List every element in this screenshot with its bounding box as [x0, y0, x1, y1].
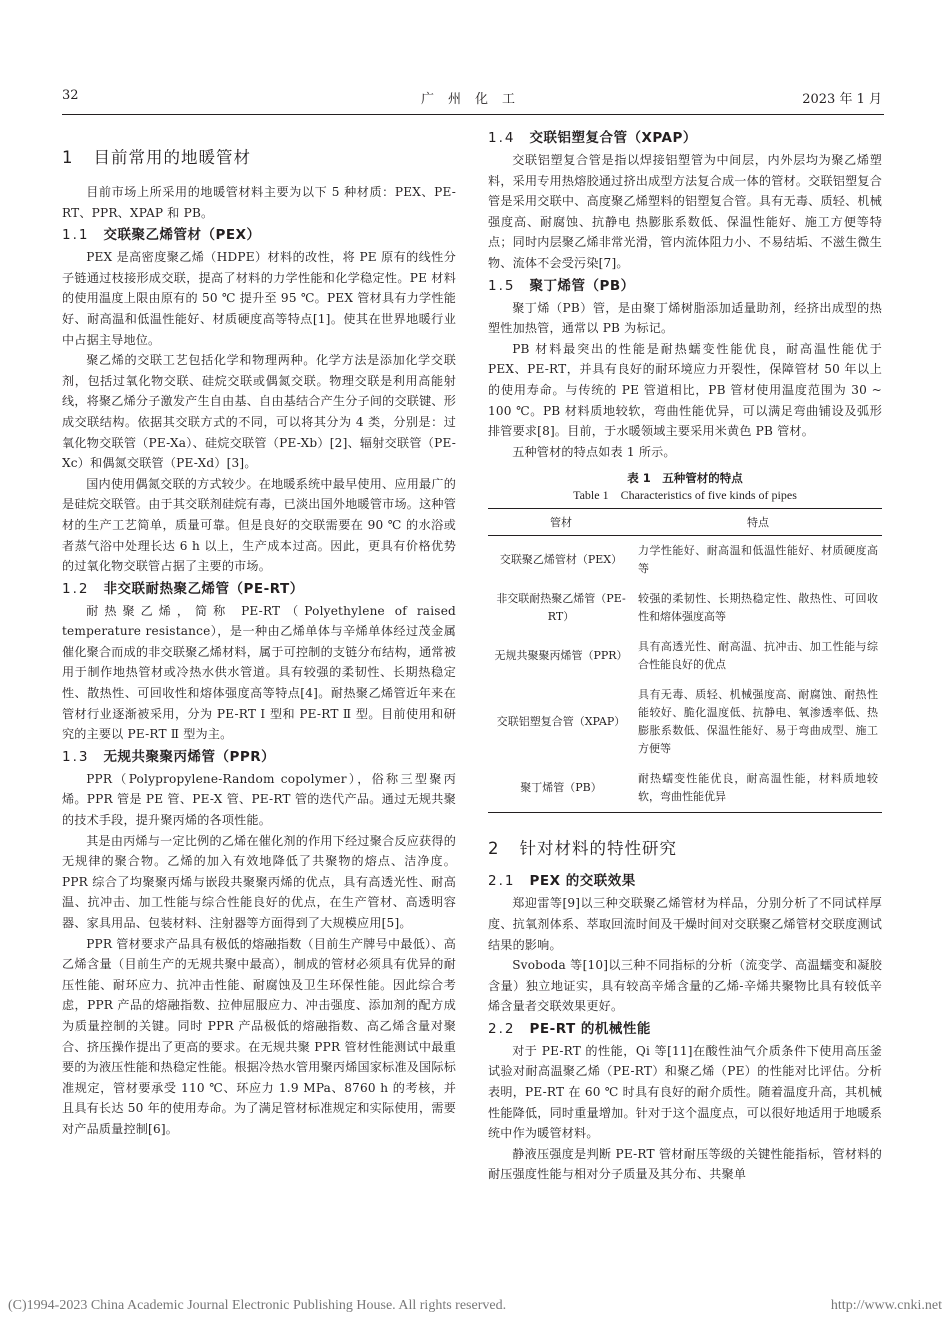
table-cell-material: 无规共聚聚丙烯管（PPR）: [494, 649, 628, 663]
subsection-1-5-heading: [488, 274, 882, 298]
table-cell-features: 力学性能好、耐高温和低温性能好、材质硬度高等: [638, 544, 878, 576]
section-title: 目前常用的地暖管材: [93, 148, 251, 167]
paragraph: 聚乙烯的交联工艺包括化学和物理两种。化学方法是添加化学交联剂，包括过氧化物交联、硅烷交联或偶氮交联。物理交联是利用高能射线，将聚乙烯分子激发产生自由基、自由基结合产生分子间的交联键、形成交联结构。依据其交联方式的不同，可以将其分为 4 类，分别是：过氧化物交联管（PE-Xa）、硅烷交联管（PE-Xb）[2]、辐射交联管（PE-Xc）和偶氮交联管（PE-Xd）[3]。: [62, 353, 456, 471]
journal-name: 广州化工: [420, 92, 529, 107]
paragraph: 耐热聚乙烯，简称 PE-RT（Polyethylene of raised temperature resistance），是一种由乙烯单体与辛烯单体经过茂金属催化聚合而成的非交联聚乙烯材料，属于可控制的支链分布结构，通常被用于制作地热管材或冷热水供水管道。具有较强的柔韧性、长期热稳定性、散热性、可回收性和熔体强度高等特点[4]。耐热聚乙烯管近年来在管材行业逐渐被采用，分为 PE-RT Ⅰ 型和 PE-RT Ⅱ 型。目前使用和研究的主要以 PE-RT Ⅱ 型为主。: [62, 603, 456, 742]
subsection-number: 2.2: [488, 1020, 516, 1037]
subsection-number: 1.1: [62, 227, 90, 244]
table-cell-features: 耐热蠕变性能优良，耐高温性能，材料质地较软，弯曲性能优异: [634, 764, 882, 813]
table-row: [488, 632, 882, 680]
section-2-heading: [488, 835, 882, 859]
issue-date: 2023 年 1 月: [802, 92, 882, 107]
subsection-title: 交联铝塑复合管（XPAP）: [529, 130, 697, 146]
copyright-text: (C)1994-2023 China Academic Journal Electronic Publishing House. All rights reserved.: [8, 1298, 507, 1313]
paragraph: 聚丁烯（PB）管，是由聚丁烯树脂添加适量助剂，经挤出成型的热塑性加热管，通常以 PB 为标记。: [488, 300, 882, 336]
paragraph: PEX 是高密度聚乙烯（HDPE）材料的改性，将 PE 原有的线性分子链通过枝接形成交联，提高了材料的力学性能和化学稳定性。PE 材料的使用温度上限由原有的 50 ℃ 提升至 95 ℃。PEX 管材具有力学性能好、耐高温和低温性能好、材质硬度高等特点[1]。使其在世界地暖行业中占据主导地位。: [62, 250, 456, 347]
table-cell-material: 交联铝塑复合管（XPAP）: [496, 715, 626, 729]
section-title: 针对材料的特性研究: [519, 839, 677, 859]
page-number: 32: [62, 88, 79, 103]
subsection-title: 非交联耐热聚乙烯管（PE-RT）: [103, 580, 304, 597]
table-cell-features: 较强的柔韧性、长期热稳定性、散热性、可回收性和熔体强度高等: [638, 592, 878, 624]
copyright-footer: [0, 1298, 950, 1316]
page-header: [0, 88, 950, 112]
subsection-title: PEX 的交联效果: [529, 873, 636, 890]
subsection-1-3-heading: [62, 745, 456, 769]
table-row: [488, 584, 882, 632]
table-cell-material: 聚丁烯管（PB）: [488, 764, 634, 813]
subsection-title: 交联聚乙烯管材（PEX）: [103, 227, 261, 244]
subsection-1-4-heading: [488, 126, 882, 150]
table-row: [488, 680, 882, 764]
table-cell-material: 非交联耐热聚乙烯管（PE-RT）: [496, 592, 626, 624]
table-header: 管材: [488, 509, 634, 536]
cnki-url: http://www.cnki.net: [830, 1298, 942, 1313]
paragraph: 郑迎雷等[9]以三种交联聚乙烯管材为样品，分别分析了不同试样厚度、抗氧剂体系、萃取回流时间及干燥时间对交联聚乙烯管材交联度测试结果的影响。: [488, 896, 882, 952]
header-rule: [62, 114, 884, 115]
subsection-number: 1.4: [488, 130, 516, 146]
subsection-number: 2.1: [488, 873, 516, 890]
table-header: 特点: [634, 509, 882, 536]
table-cell-features: 具有高透光性、耐高温、抗冲击、加工性能与综合性能良好的优点: [638, 640, 878, 672]
table-row: [488, 764, 882, 813]
subsection-2-1-heading: [488, 869, 882, 893]
right-column: [488, 126, 882, 1185]
paragraph: 五种管材的特点如表 1 所示。: [512, 444, 676, 459]
paragraph: 静液压强度是判断 PE-RT 管材耐压等级的关键性能指标，管材料的耐压强度性能与相对分子质量及其分布、共聚单: [488, 1146, 882, 1182]
table-caption-en: Table 1 Characteristics of five kinds of pipes: [573, 488, 797, 503]
paragraph: 其是由丙烯与一定比例的乙烯在催化剂的作用下经过聚合反应获得的无规律的聚合物。乙烯的加入有效地降低了共聚物的熔点、洁净度。PPR 综合了均聚聚丙烯与嵌段共聚聚丙烯的优点，具有高透光性、耐高温、抗冲击、加工性能与综合性能良好的优点，在生产管材、高透明容器、家具用品、包装材料、注射器等方面得到了大规模应用[5]。: [62, 833, 456, 930]
section-1-heading: [62, 144, 456, 168]
section-number: 2: [488, 839, 500, 859]
table-row: [488, 536, 882, 585]
paragraph: 国内使用偶氮交联的方式较少。在地暖系统中最早使用、应用最广的是硅烷交联管。由于其交联剂硅烷有毒，已淡出国外地暖管市场。这种管材的生产工艺简单，质量可靠。但是良好的交联需要在 90 ℃ 的水浴或者蒸气浴中处理长达 6 h 以上，生产成本过高。因此，更具有价格优势的过氧化物交联管占据了主要的市场。: [62, 476, 456, 574]
subsection-number: 1.2: [62, 580, 90, 597]
subsection-1-2-heading: [62, 577, 456, 601]
pipe-characteristics-table: [488, 508, 882, 813]
subsection-title: 无规共聚聚丙烯管（PPR）: [103, 748, 276, 765]
subsection-title: 聚丁烯管（PB）: [529, 277, 635, 294]
paragraph: 对于 PE-RT 的性能，Qi 等[11]在酸性油气介质条件下使用高压釜试验对耐高温聚乙烯（PE-RT）和聚乙烯（PE）的性能对比评估。分析表明，PE-RT 在 60 ℃ 时具有良好的耐介质性。随着温度升高，其机械性能降低，同时重量增加。针对于这个温度点，可以很好地适用于地暖系统中作为暖管材料。: [488, 1043, 882, 1141]
subsection-number: 1.3: [62, 748, 90, 765]
paragraph: PPR（Polypropylene-Random copolymer），俗称三型聚丙烯。PPR 管是 PE 管、PE-X 管、PE-RT 管的迭代产品。通过无规共聚的技术手段，提升聚丙烯的各项性能。: [62, 771, 456, 828]
section-number: 1: [62, 148, 74, 167]
paragraph: 目前市场上所采用的地暖管材料主要为以下 5 种材质：PEX、PE-RT、PPR、XPAP 和 PB。: [62, 185, 456, 220]
subsection-2-2-heading: [488, 1017, 882, 1041]
subsection-title: PE-RT 的机械性能: [529, 1020, 651, 1037]
subsection-1-1-heading: [62, 223, 456, 247]
subsection-number: 1.5: [488, 277, 516, 294]
paragraph: PB 材料最突出的性能是耐热蠕变性能优良，耐高温性能优于 PEX、PE-RT，并具有良好的耐环境应力开裂性，保障管材 50 年以上的使用寿命。与传统的 PE 管道相比，PB 管材使用温度范围为 30 ~ 100 ℃。PB 材料质地较软，弯曲性能优异，可以满足弯曲铺设及弧形排管要求[8]。目前，于水暖领域主要采用米黄色 PB 管材。: [488, 341, 882, 439]
left-column: [62, 126, 456, 1140]
table-caption-zh: 表 1 五种管材的特点: [627, 471, 743, 486]
table-caption: [488, 470, 882, 504]
table-cell-material: 交联聚乙烯管材（PEX）: [499, 553, 623, 567]
table-cell-features: 具有无毒、质轻、机械强度高、耐腐蚀、耐热性能较好、脆化温度低、抗静电、氧渗透率低、热膨胀系数低、保温性能好、易于弯曲成型、施工方便等: [638, 688, 878, 756]
paragraph: 交联铝塑复合管是指以焊接铝塑管为中间层，内外层均为聚乙烯塑料，采用专用热熔胶通过挤出成型方法复合成一体的管材。交联铝塑复合管是采用交联中、高度聚乙烯塑料的铝塑复合管。具有无毒、质轻、机械强度高、耐腐蚀、抗静电 热膨胀系数低、保温性能好、施工方便等特点；同时内层聚乙烯非常光滑，管内流体阻力小、不易结垢、不滋生微生物、流体不会受污染[7]。: [488, 153, 882, 270]
paragraph: Svoboda 等[10]以三种不同指标的分析（流变学、高温蠕变和凝胶含量）独立地证实，具有较高辛烯含量的乙烯-辛烯共聚物比具有较低辛烯含量者交联效果更好。: [488, 958, 882, 1014]
paragraph: PPR 管材要求产品具有极低的熔融指数（目前生产牌号中最低）、高乙烯含量（目前生产的无规共聚中最高），制成的管材必须具有优异的耐压性能、耐环应力、抗冲击性能、耐腐蚀及卫生环保性能。因此综合考虑，PPR 产品的熔融指数、拉伸屈服应力、冲击强度、添加剂的配方成为质量控制的关键。同时 PPR 产品极低的熔融指数、高乙烯含量对聚合、挤压操作提出了更高的要求。在无规共聚 PPR 管材性能测试中最重要的为液压性能和热稳定性能。根据冷热水管用聚丙烯国家标准及国际标准规定，管材要承受 110 ℃、环应力 1.9 MPa、8760 h 的考核，并且具有长达 50 年的使用寿命。为了满足管材标准规定和实际使用，需要对产品质量控制[6]。: [62, 936, 456, 1136]
